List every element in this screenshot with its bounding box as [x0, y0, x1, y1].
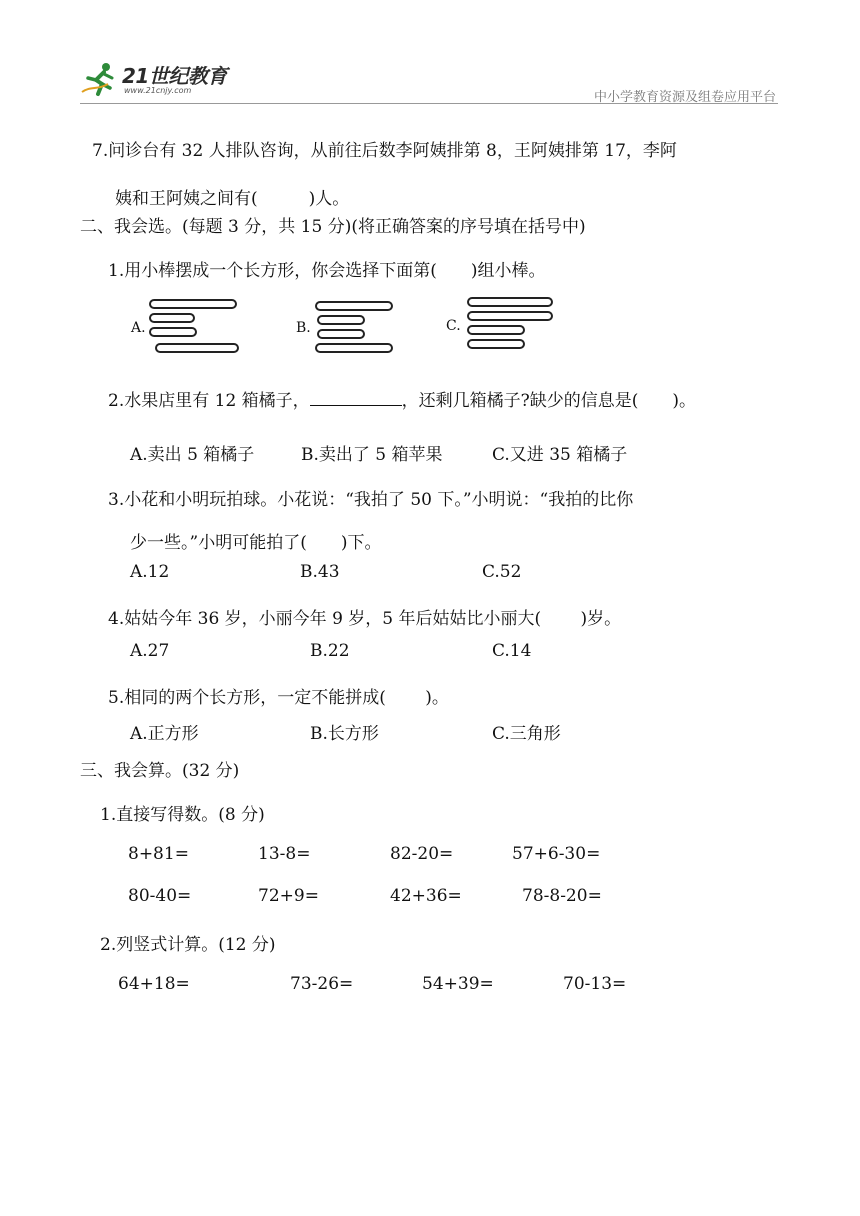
logo-url: www.21cnjy.com	[124, 86, 192, 95]
s2-q4-option-a: A.27	[130, 641, 170, 661]
calc-item: 42+36=	[390, 886, 462, 906]
s2-q5-option-c: C.三角形	[492, 724, 561, 744]
calc-item: 82-20=	[390, 844, 454, 864]
calc-item: 78-8-20=	[522, 886, 602, 906]
s2-q2-text	[108, 386, 696, 411]
s2-q2-text-after: ，还剩几箱橘子?缺少的信息是( )。	[401, 391, 697, 411]
s2-q2-option-a: A.卖出 5 箱橘子	[130, 445, 255, 465]
stick-group-b-figure	[314, 300, 396, 356]
vertical-calc-item: 70-13=	[563, 974, 627, 994]
s2-q3-option-a: A.12	[130, 562, 170, 582]
site-logo	[80, 58, 240, 102]
calc-item: 57+6-30=	[512, 844, 601, 864]
option-c-label: C.	[446, 318, 461, 334]
s2-q5-option-a: A.正方形	[130, 724, 199, 744]
s2-q5-text: 5.相同的两个长方形，一定不能拼成( )。	[108, 688, 449, 708]
s2-q1-text: 1.用小棒摆成一个长方形，你会选择下面第( )组小棒。	[108, 261, 546, 281]
section3-title: 三、我会算。(32 分)	[80, 761, 240, 781]
calc-item: 13-8=	[258, 844, 311, 864]
s2-q4-option-b: B.22	[310, 641, 350, 661]
s2-q3-line2: 少一些。”小明可能拍了( )下。	[130, 533, 382, 553]
s2-q3-option-b: B.43	[300, 562, 340, 582]
s2-q3-option-c: C.52	[482, 562, 522, 582]
header-divider	[80, 103, 778, 104]
vertical-calc-item: 54+39=	[422, 974, 494, 994]
s2-q5-option-b: B.长方形	[310, 724, 379, 744]
option-a-label: A.	[131, 320, 146, 336]
stick-group-a-figure	[148, 298, 240, 360]
s2-q4-option-c: C.14	[492, 641, 532, 661]
calc-item: 80-40=	[128, 886, 192, 906]
s2-q2-text-before: 2.水果店里有 12 箱橘子，	[108, 391, 310, 411]
s3-q2-title: 2.列竖式计算。(12 分)	[100, 935, 276, 955]
q7-line1: 7.问诊台有 32 人排队咨询，从前往后数李阿姨排第 8，王阿姨排第 17，李阿	[92, 141, 677, 161]
s2-q2-option-b: B.卖出了 5 箱苹果	[301, 445, 443, 465]
vertical-calc-item: 64+18=	[118, 974, 190, 994]
s2-q2-blank	[310, 391, 402, 406]
calc-item: 8+81=	[128, 844, 189, 864]
s2-q3-line1: 3.小花和小明玩拍球。小花说：“我拍了 50 下。”小明说：“我拍的比你	[108, 490, 634, 510]
section2-title: 二、我会选。(每题 3 分，共 15 分)(将正确答案的序号填在括号中)	[80, 217, 586, 237]
q7-line2: 姨和王阿姨之间有( )人。	[115, 189, 350, 209]
logo-text: 21世纪教育	[122, 64, 227, 88]
s2-q2-option-c: C.又进 35 箱橘子	[492, 445, 628, 465]
option-b-label: B.	[296, 320, 311, 336]
calc-item: 72+9=	[258, 886, 319, 906]
s2-q4-text: 4.姑姑今年 36 岁，小丽今年 9 岁，5 年后姑姑比小丽大( )岁。	[108, 609, 622, 629]
runner-logo-icon	[80, 60, 120, 100]
platform-label: 中小学教育资源及组卷应用平台	[593, 90, 776, 105]
vertical-calc-item: 73-26=	[290, 974, 354, 994]
s3-q1-title: 1.直接写得数。(8 分)	[100, 805, 265, 825]
stick-group-c-figure	[464, 296, 556, 358]
